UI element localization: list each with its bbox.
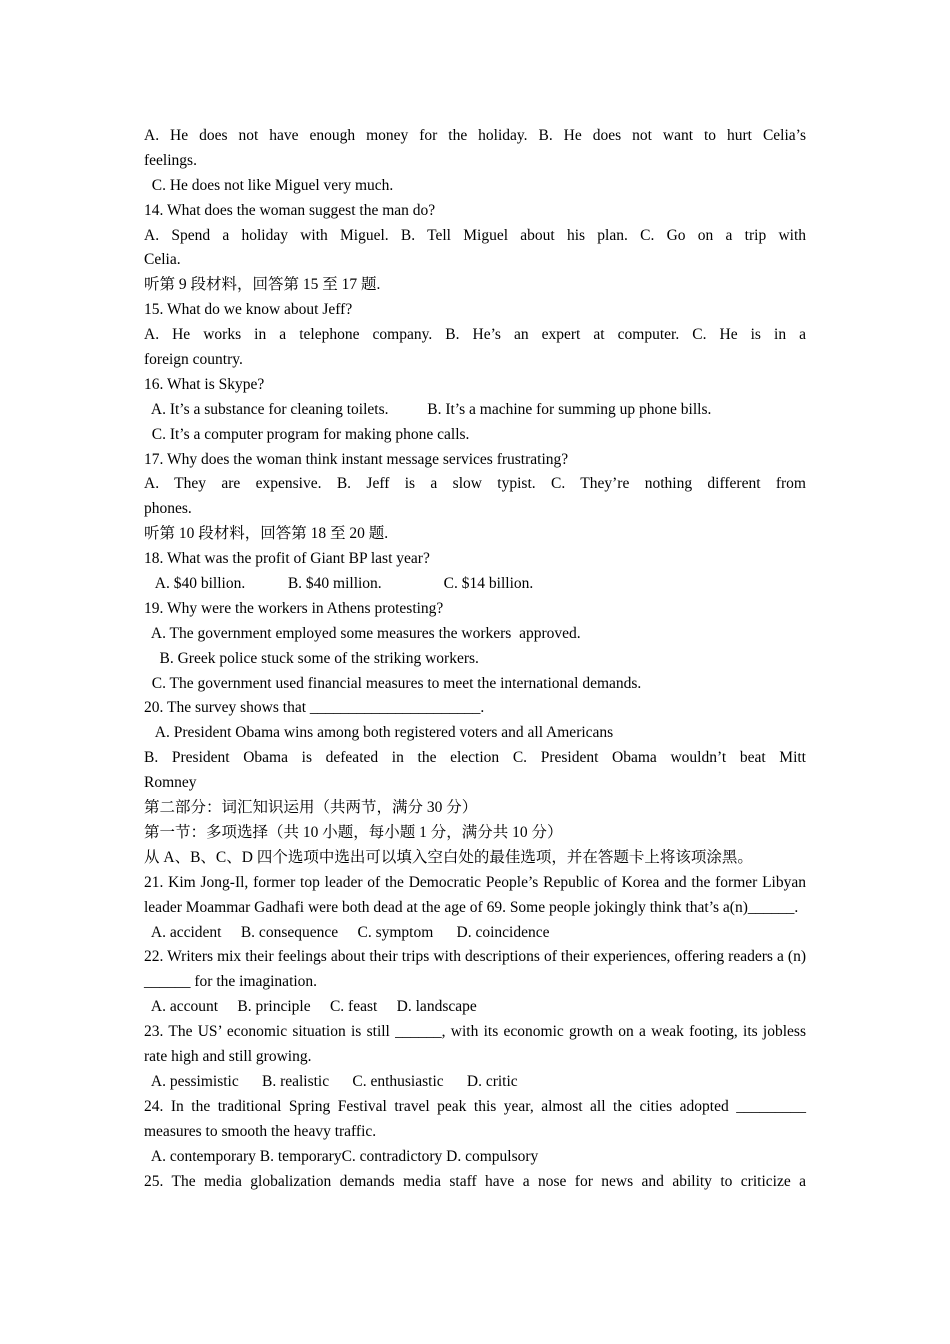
q17-question: 17. Why does the woman think instant message services frustrating?	[144, 450, 569, 468]
q19-option-c: C. The government used financial measures to meet the international demands.	[144, 674, 642, 692]
q16-question: 16. What is Skype?	[144, 375, 265, 393]
q16-option-c: C. It’s a computer program for making phone calls.	[144, 425, 470, 443]
q19-option-a: A. The government employed some measures the workers approved.	[144, 624, 581, 642]
q16-options-ab: A. It’s a substance for cleaning toilets. B. It’s a machine for summing up phone bills.	[144, 400, 712, 418]
section-9-instruction: 听第 9 段材料，回答第 15 至 17 题.	[144, 276, 381, 294]
q14-options-line-1: A. Spend a holiday with Miguel. B. Tell Miguel about his plan. C. Go on a trip with	[144, 226, 806, 244]
q20-options-line-bc: B. President Obama is defeated in the election C. President Obama wouldn’t beat Mitt	[144, 749, 806, 767]
q13-options-line-2: feelings.	[144, 151, 197, 169]
q19-option-b: B. Greek police stuck some of the striking workers.	[144, 649, 479, 667]
section-one-heading: 第一节：多项选择（共 10 小题，每小题 1 分，满分共 10 分）	[144, 823, 563, 841]
q20-option-a: A. President Obama wins among both registered voters and all Americans	[144, 724, 614, 742]
q15-options-line-1: A. He works in a telephone company. B. He’s an expert at computer. C. He is in a	[144, 326, 806, 344]
q17-options-line-2: phones.	[144, 500, 192, 518]
q19-question: 19. Why were the workers in Athens protesting?	[144, 599, 444, 617]
q21-options: A. accident B. consequence C. symptom D. coincidence	[144, 923, 550, 941]
q18-options: A. $40 billion. B. $40 million. C. $14 billion.	[144, 575, 534, 593]
section-one-instruction: 从 A、B、C、D 四个选项中选出可以填入空白处的最佳选项，并在答题卡上将该项涂黑。	[144, 848, 753, 866]
q23-question: 23. The US’ economic situation is still ______, with its economic growth on a weak footing, its jobless rate high and still growing.	[144, 1023, 806, 1066]
q15-question: 15. What do we know about Jeff?	[144, 301, 353, 319]
q18-question: 18. What was the profit of Giant BP last year?	[144, 550, 430, 568]
q20-question: 20. The survey shows that ______________________.	[144, 699, 485, 717]
q13-options-line-1: A. He does not have enough money for the holiday. B. He does not want to hurt Celia’s	[144, 127, 806, 144]
q22-question: 22. Writers mix their feelings about their trips with descriptions of their experiences, offering readers a (n) ______ for the imagination.	[144, 948, 806, 991]
q14-question: 14. What does the woman suggest the man do?	[144, 201, 436, 219]
section-10-instruction: 听第 10 段材料，回答第 18 至 20 题.	[144, 525, 389, 543]
q22-options: A. account B. principle C. feast D. landscape	[144, 998, 477, 1016]
q20-options-line-bc-cont: Romney	[144, 774, 197, 792]
q21-question: 21. Kim Jong-Il, former top leader of the Democratic People’s Republic of Korea and the former Libyan leader Moammar Gadhafi were both dead at the age of 69. Some people jokingly think that’s a(n)______.	[144, 873, 806, 916]
q15-options-line-2: foreign country.	[144, 351, 243, 369]
q14-options-line-2: Celia.	[144, 251, 181, 269]
q17-options-line-1: A. They are expensive. B. Jeff is a slow typist. C. They’re nothing different from	[144, 475, 806, 493]
document-page	[144, 124, 806, 1194]
q13-option-c: C. He does not like Miguel very much.	[144, 176, 394, 194]
q25-question: 25. The media globalization demands media staff have a nose for news and ability to criticize a	[144, 1172, 806, 1190]
q23-options: A. pessimistic B. realistic C. enthusiastic D. critic	[144, 1072, 518, 1090]
q24-question: 24. In the traditional Spring Festival travel peak this year, almost all the cities adopted _________ measures to smooth the heavy traffic.	[144, 1097, 806, 1140]
q24-options: A. contemporary B. temporaryC. contradictory D. compulsory	[144, 1147, 539, 1165]
part-two-heading: 第二部分：词汇知识运用（共两节，满分 30 分）	[144, 799, 478, 817]
